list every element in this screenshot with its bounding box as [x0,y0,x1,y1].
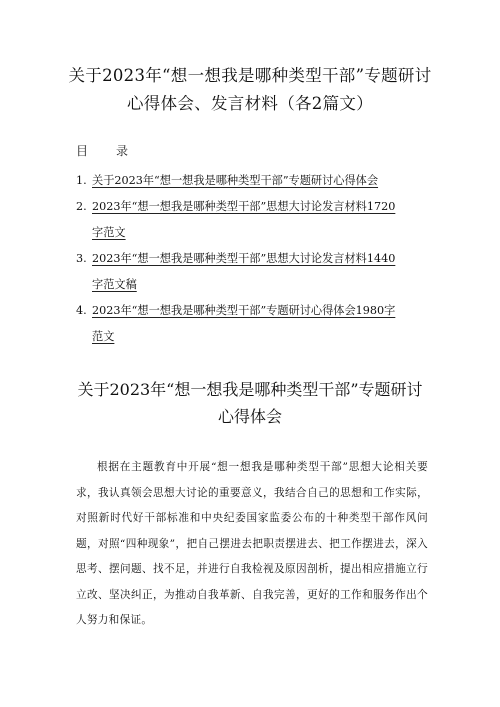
section-title-line1: 关于2023年“想一想我是哪种类型干部”专题研讨 [77,380,423,399]
document-title [40,62,460,118]
section-title [40,376,460,430]
toc-item-number: 2. [76,200,87,213]
toc-item-number: 1. [76,174,87,187]
toc-item-link-cont[interactable]: 字范文 [92,226,126,239]
toc-heading-char2: 录 [116,144,129,158]
document-title-line1: 关于2023年“想一想我是哪种类型干部”专题研讨 [68,66,432,85]
document-title-line2: 心得体会、发言材料（各2篇文） [127,94,373,113]
section-title-line2: 心得体会 [217,407,282,426]
toc-item-link-cont[interactable]: 范文 [92,330,115,343]
toc-item-link-cont[interactable]: 字范文稿 [92,278,137,291]
body-paragraph: 根据在主题教育中开展“想一想我是哪种类型干部”思想大论相关要求，我认真领会思想大讨论的重要意义，我结合自己的思想和工作实际，对照新时代好干部标准和中央纪委国家监委公布的十种类型干部作风问题，对照“四种现象”，把自己摆进去把职责摆进去、把工作摆进去，深入思考、摆问题、找不足，并进行自我检视及原因剖析，提出相应措施立行立改、坚决纠正，为推动自我革新、自我完善，更好的工作和服务作出个人努力和保证。 [76,461,428,626]
toc-item-link[interactable]: 2023年“想一想我是哪种类型干部”思想大讨论发言材料1720 [92,200,396,213]
toc-heading-char1: 目 [76,144,89,158]
toc-item-link[interactable]: 关于2023年“想一想我是哪种类型干部”专题研讨心得体会 [92,174,379,187]
toc-item-number: 3. [76,252,87,265]
toc-item-link[interactable]: 2023年“想一想我是哪种类型干部”思想大讨论发言材料1440 [92,252,396,265]
toc-item-number: 4. [76,304,87,317]
toc-item-link[interactable]: 2023年“想一想我是哪种类型干部”专题研讨心得体会1980字 [92,304,396,317]
toc-heading [76,142,128,160]
